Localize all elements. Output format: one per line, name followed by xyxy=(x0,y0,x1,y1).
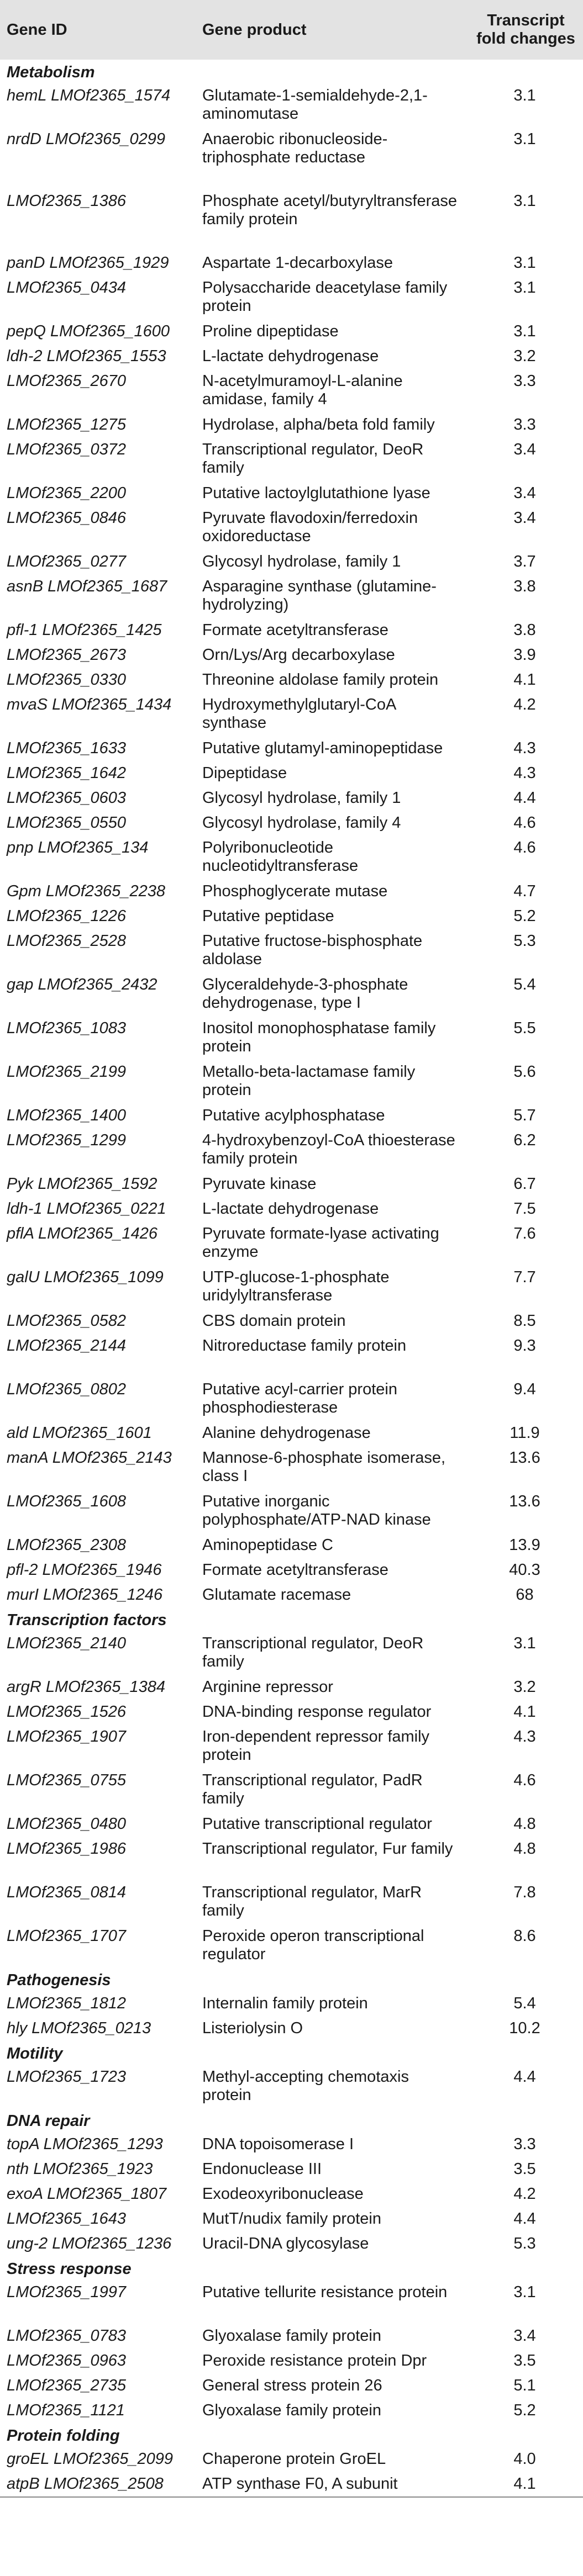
gene-product-cell: DNA topoisomerase I xyxy=(202,2135,354,2153)
gene-product-cell: Glycosyl hydrolase, family 1 xyxy=(202,553,401,570)
fold-change-cell: 8.6 xyxy=(513,1927,536,1945)
gene-id-cell: LMOf2365_1386 xyxy=(7,192,127,210)
fold-change-cell: 4.4 xyxy=(513,2068,536,2086)
section-title: Protein folding xyxy=(7,2427,120,2445)
gene-product-cell: Glyceraldehyde-3-phosphate dehydrogenase, type I xyxy=(202,976,408,1012)
table-row xyxy=(0,481,583,506)
fold-change-cell: 3.3 xyxy=(513,2135,536,2153)
fold-change-cell: 11.9 xyxy=(510,1424,540,1442)
section-title: Stress response xyxy=(7,2260,132,2278)
fold-change-cell: 3.4 xyxy=(513,2327,536,2345)
gene-product-cell: Putative fructose-bisphosphate aldolase xyxy=(202,932,423,968)
table-row xyxy=(0,692,583,736)
table-row xyxy=(0,972,583,1016)
gene-product-cell: Endonuclease III xyxy=(202,2160,322,2178)
gene-product-cell: Nitroreductase family protein xyxy=(202,1337,407,1355)
table-row xyxy=(0,1334,583,1377)
fold-change-cell: 4.0 xyxy=(513,2450,536,2468)
fold-change-cell: 13.9 xyxy=(509,1536,540,1554)
fold-change-cell: 9.4 xyxy=(513,1380,536,1398)
header-row xyxy=(0,0,583,60)
fold-change-cell: 3.1 xyxy=(513,279,536,297)
table-row xyxy=(0,2447,583,2472)
gene-product-cell: Uracil-DNA glycosylase xyxy=(202,2235,369,2252)
gene-id-cell: pnp LMOf2365_134 xyxy=(7,839,149,856)
gene-id-cell: panD LMOf2365_1929 xyxy=(7,254,169,272)
gene-id-cell: galU LMOf2365_1099 xyxy=(7,1268,164,1286)
table-row xyxy=(0,2231,583,2256)
table-row xyxy=(0,904,583,929)
gene-id-cell: LMOf2365_1986 xyxy=(7,1840,127,1858)
gene-product-cell: Polysaccharide deacetylase family protein xyxy=(202,279,448,315)
gene-product-cell: Glutamate racemase xyxy=(202,1586,351,1604)
table-row xyxy=(0,1172,583,1197)
gene-id-cell: LMOf2365_0582 xyxy=(7,1312,127,1330)
gene-id-cell: LMOf2365_0755 xyxy=(7,1771,127,1789)
gene-product-cell: Asparagine synthase (glutamine-hydrolyzing) xyxy=(202,578,437,613)
table-row xyxy=(0,437,583,481)
fold-change-cell: 7.6 xyxy=(513,1225,536,1242)
gene-id-cell: Gpm LMOf2365_2238 xyxy=(7,882,165,900)
table-row xyxy=(0,319,583,344)
fold-change-cell: 13.6 xyxy=(509,1449,540,1467)
gene-product-cell: Listeriolysin O xyxy=(202,2019,303,2037)
gene-id-cell: hemL LMOf2365_1574 xyxy=(7,87,171,104)
fold-change-cell: 3.1 xyxy=(513,322,536,340)
fold-change-cell: 4.1 xyxy=(513,1703,536,1721)
fold-change-cell: 13.6 xyxy=(509,1493,540,1510)
table-row xyxy=(0,786,583,811)
gene-product-cell: Putative acylphosphatase xyxy=(202,1107,385,1124)
table-row xyxy=(0,1812,583,1837)
gene-id-cell: LMOf2365_0330 xyxy=(7,671,127,689)
gene-id-cell: LMOf2365_0783 xyxy=(7,2327,127,2345)
gene-product-cell: DNA-binding response regulator xyxy=(202,1703,432,1721)
table-row xyxy=(0,643,583,668)
gene-id-cell: LMOf2365_1526 xyxy=(7,1703,127,1721)
fold-change-cell: 3.8 xyxy=(513,578,536,595)
header-gene-product: Gene product xyxy=(202,20,307,39)
gene-id-cell: LMOf2365_2735 xyxy=(7,2377,127,2394)
gene-product-cell: Internalin family protein xyxy=(202,1995,368,2012)
gene-id-cell: LMOf2365_2199 xyxy=(7,1063,127,1081)
table-row xyxy=(0,835,583,879)
gene-id-cell: exoA LMOf2365_1807 xyxy=(7,2185,167,2203)
section-row xyxy=(0,1607,583,1631)
gene-product-cell: Proline dipeptidase xyxy=(202,322,339,340)
fold-change-cell: 3.1 xyxy=(513,2283,536,2301)
fold-change-cell: 4.1 xyxy=(513,671,536,689)
table-row xyxy=(0,2373,583,2398)
gene-id-cell: pepQ LMOf2365_1600 xyxy=(7,322,170,340)
table-row xyxy=(0,344,583,369)
fold-change-cell: 4.6 xyxy=(513,839,536,856)
section-row xyxy=(0,2041,583,2065)
fold-change-cell: 6.7 xyxy=(513,1175,536,1193)
gene-id-cell: LMOf2365_2308 xyxy=(7,1536,127,1554)
table-row xyxy=(0,1991,583,2016)
table-row xyxy=(0,1675,583,1700)
header-fold-change: Transcript fold changes xyxy=(476,12,575,47)
table-body xyxy=(0,60,583,2497)
gene-id-cell: LMOf2365_2528 xyxy=(7,932,127,950)
fold-change-cell: 3.5 xyxy=(513,2160,536,2178)
gene-product-cell: Hydroxymethylglutaryl-CoA synthase xyxy=(202,696,396,732)
gene-id-cell: LMOf2365_1812 xyxy=(7,1995,127,2012)
gene-product-cell: Formate acetyltransferase xyxy=(202,621,388,639)
gene-product-cell: Inositol monophosphatase family protein xyxy=(202,1019,436,1055)
fold-change-cell: 5.4 xyxy=(513,1995,536,2012)
gene-product-cell: Methyl-accepting chemotaxis protein xyxy=(202,2068,409,2104)
gene-product-cell: Glutamate-1-semialdehyde-2,1-aminomutase xyxy=(202,87,428,123)
table-row xyxy=(0,618,583,643)
gene-product-cell: Putative inorganic polyphosphate/ATP-NAD kinase xyxy=(202,1493,431,1528)
fold-change-cell: 4.8 xyxy=(513,1840,536,1858)
fold-change-cell: 4.8 xyxy=(513,1815,536,1833)
gene-id-cell: argR LMOf2365_1384 xyxy=(7,1678,165,1696)
table-row xyxy=(0,2472,583,2497)
table-row xyxy=(0,2182,583,2207)
fold-change-cell: 4.3 xyxy=(513,739,536,757)
fold-change-cell: 5.5 xyxy=(513,1019,536,1037)
gene-product-cell: Transcriptional regulator, PadR family xyxy=(202,1771,423,1807)
table-header xyxy=(0,0,583,60)
fold-change-cell: 7.7 xyxy=(513,1268,536,1286)
fold-change-cell: 3.2 xyxy=(513,1678,536,1696)
section-title: Pathogenesis xyxy=(7,1971,111,1989)
gene-product-cell: Putative tellurite resistance protein xyxy=(202,2283,448,2301)
gene-id-cell: LMOf2365_1121 xyxy=(7,2402,125,2419)
gene-id-cell: LMOf2365_1299 xyxy=(7,1131,127,1149)
table-row xyxy=(0,369,583,412)
fold-change-cell: 5.7 xyxy=(513,1107,536,1124)
gene-id-cell: LMOf2365_1907 xyxy=(7,1728,127,1745)
table-row xyxy=(0,2348,583,2373)
gene-id-cell: LMOf2365_1400 xyxy=(7,1107,127,1124)
fold-change-cell: 5.2 xyxy=(513,2402,536,2419)
table-row xyxy=(0,1128,583,1172)
fold-change-cell: 4.3 xyxy=(513,764,536,782)
gene-id-cell: nrdD LMOf2365_0299 xyxy=(7,130,165,148)
table-row xyxy=(0,1631,583,1675)
gene-product-cell: Phosphoglycerate mutase xyxy=(202,882,388,900)
fold-change-cell: 3.4 xyxy=(513,484,536,502)
gene-product-cell: Putative transcriptional regulator xyxy=(202,1815,432,1833)
table-row xyxy=(0,1768,583,1812)
table-row xyxy=(0,83,583,127)
table-row xyxy=(0,549,583,574)
table-row xyxy=(0,276,583,319)
gene-id-cell: manA LMOf2365_2143 xyxy=(7,1449,172,1467)
fold-change-cell: 3.1 xyxy=(513,254,536,272)
fold-change-cell: 3.1 xyxy=(513,1635,536,1652)
fold-change-cell: 3.2 xyxy=(513,347,536,365)
table-row xyxy=(0,189,583,251)
gene-product-cell: General stress protein 26 xyxy=(202,2377,382,2394)
fold-change-cell: 4.4 xyxy=(513,2210,536,2228)
gene-id-cell: LMOf2365_0550 xyxy=(7,814,127,832)
gene-product-cell: MutT/nudix family protein xyxy=(202,2210,381,2228)
gene-product-cell: Anaerobic ribonucleoside-triphosphate reductase xyxy=(202,130,388,166)
gene-product-cell: Aminopeptidase C xyxy=(202,1536,333,1554)
table-row xyxy=(0,412,583,437)
gene-product-cell: Formate acetyltransferase xyxy=(202,1561,388,1579)
gene-id-cell: ung-2 LMOf2365_1236 xyxy=(7,2235,172,2252)
table-row xyxy=(0,1725,583,1768)
fold-change-cell: 5.6 xyxy=(513,1063,536,1081)
fold-change-cell: 4.3 xyxy=(513,1728,536,1745)
gene-product-cell: Dipeptidase xyxy=(202,764,287,782)
fold-change-cell: 10.2 xyxy=(509,2019,540,2037)
gene-product-cell: L-lactate dehydrogenase xyxy=(202,1200,379,1218)
gene-id-cell: gap LMOf2365_2432 xyxy=(7,976,157,993)
gene-product-cell: Alanine dehydrogenase xyxy=(202,1424,371,1442)
section-row xyxy=(0,1967,583,1991)
fold-change-cell: 6.2 xyxy=(513,1131,536,1149)
gene-product-cell: Peroxide resistance protein Dpr xyxy=(202,2352,427,2369)
gene-product-cell: Transcriptional regulator, DeoR family xyxy=(202,441,424,477)
gene-product-cell: Putative peptidase xyxy=(202,907,334,925)
fold-change-cell: 4.6 xyxy=(513,1771,536,1789)
table-row xyxy=(0,668,583,692)
gene-id-cell: asnB LMOf2365_1687 xyxy=(7,578,167,595)
gene-id-cell: LMOf2365_0846 xyxy=(7,509,127,527)
gene-id-cell: LMOf2365_1642 xyxy=(7,764,127,782)
gene-id-cell: murI LMOf2365_1246 xyxy=(7,1586,163,1604)
fold-change-cell: 68 xyxy=(516,1586,534,1604)
gene-id-cell: groEL LMOf2365_2099 xyxy=(7,2450,173,2468)
gene-product-cell: Pyruvate formate-lyase activating enzyme xyxy=(202,1225,439,1261)
fold-change-cell: 7.8 xyxy=(513,1884,536,1901)
table-row xyxy=(0,1197,583,1221)
table-row xyxy=(0,736,583,761)
fold-change-cell: 3.1 xyxy=(513,130,536,148)
fold-change-cell: 4.6 xyxy=(513,814,536,832)
gene-product-cell: Transcriptional regulator, DeoR family xyxy=(202,1635,424,1670)
fold-change-cell: 8.5 xyxy=(513,1312,536,1330)
gene-product-cell: Glycosyl hydrolase, family 1 xyxy=(202,789,401,807)
gene-product-cell: Polyribonucleotide nucleotidyltransferase xyxy=(202,839,359,875)
table-row xyxy=(0,761,583,786)
gene-product-cell: UTP-glucose-1-phosphate uridylyltransferase xyxy=(202,1268,390,1304)
gene-id-cell: LMOf2365_1226 xyxy=(7,907,127,925)
gene-id-cell: Pyk LMOf2365_1592 xyxy=(7,1175,157,1193)
fold-change-cell: 40.3 xyxy=(509,1561,540,1579)
section-row xyxy=(0,2423,583,2447)
gene-product-cell: ATP synthase F0, A subunit xyxy=(196,2472,466,2497)
table-row xyxy=(0,879,583,904)
fold-change-cell: 3.1 xyxy=(513,192,536,210)
table-row xyxy=(0,2157,583,2182)
section-title: Transcription factors xyxy=(7,1611,167,1629)
fold-change-cell: 3.5 xyxy=(513,2352,536,2369)
table-row xyxy=(0,1880,583,1924)
gene-product-cell: Chaperone protein GroEL xyxy=(202,2450,386,2468)
gene-id-cell: LMOf2365_2144 xyxy=(7,1337,127,1355)
gene-id-cell: LMOf2365_1997 xyxy=(7,2283,127,2301)
gene-id-cell: hly LMOf2365_0213 xyxy=(7,2019,151,2037)
gene-id-cell: LMOf2365_1608 xyxy=(7,1493,127,1510)
table-row xyxy=(0,2324,583,2348)
section-title: Metabolism xyxy=(7,64,95,81)
gene-id-cell: LMOf2365_2140 xyxy=(7,1635,127,1652)
gene-id-cell: LMOf2365_1083 xyxy=(7,1019,127,1037)
table-row xyxy=(0,506,583,549)
fold-change-cell: 5.1 xyxy=(513,2377,536,2394)
gene-id-cell: ald LMOf2365_1601 xyxy=(7,1424,152,1442)
section-row xyxy=(0,60,583,83)
gene-id-cell: LMOf2365_0372 xyxy=(7,441,127,458)
gene-product-cell: CBS domain protein xyxy=(202,1312,346,1330)
table-row xyxy=(0,1558,583,1583)
gene-id-cell: pfl-1 LMOf2365_1425 xyxy=(7,621,162,639)
fold-change-cell: 3.9 xyxy=(513,646,536,664)
gene-id-cell: LMOf2365_1275 xyxy=(7,416,127,433)
fold-change-cell: 4.4 xyxy=(513,789,536,807)
fold-change-cell: 3.3 xyxy=(513,372,536,390)
fold-change-cell: 3.4 xyxy=(513,509,536,527)
table-row xyxy=(0,1421,583,1446)
gene-product-cell: Peroxide operon transcriptional regulator xyxy=(202,1927,424,1963)
fold-change-cell: 4.2 xyxy=(513,696,536,713)
gene-product-cell: Glycosyl hydrolase, family 4 xyxy=(202,814,401,832)
gene-product-cell: Iron-dependent repressor family protein xyxy=(202,1728,430,1764)
gene-product-cell: Transcriptional regulator, Fur family xyxy=(202,1840,453,1858)
table-row xyxy=(0,1221,583,1265)
table-row xyxy=(0,1533,583,1558)
table-row xyxy=(0,2065,583,2108)
section-row xyxy=(0,2108,583,2132)
gene-id-cell: ldh-2 LMOf2365_1553 xyxy=(7,347,166,365)
gene-id-cell: LMOf2365_0963 xyxy=(7,2352,127,2369)
table-row xyxy=(0,1583,583,1607)
table-row xyxy=(0,1016,583,1060)
gene-product-cell: Putative acyl-carrier protein phosphodiesterase xyxy=(202,1380,397,1416)
gene-product-cell: Aspartate 1-decarboxylase xyxy=(202,254,393,272)
table-row xyxy=(0,2398,583,2423)
table-row xyxy=(0,1446,583,1489)
fold-change-cell: 3.8 xyxy=(513,621,536,639)
fold-change-cell: 4.2 xyxy=(513,2185,536,2203)
fold-change-cell: 5.3 xyxy=(513,2235,536,2252)
gene-product-cell: Mannose-6-phosphate isomerase, class I xyxy=(202,1449,446,1485)
header-gene-id: Gene ID xyxy=(7,20,67,39)
table-row xyxy=(0,1103,583,1128)
gene-product-cell: Glyoxalase family protein xyxy=(202,2327,381,2345)
section-title: Motility xyxy=(7,2045,63,2062)
gene-id-cell: LMOf2365_0434 xyxy=(7,279,127,297)
gene-product-cell: Metallo-beta-lactamase family protein xyxy=(202,1063,416,1099)
gene-id-cell: LMOf2365_2200 xyxy=(7,484,127,502)
gene-product-cell: Orn/Lys/Arg decarboxylase xyxy=(202,646,395,664)
gene-id-cell: topA LMOf2365_1293 xyxy=(7,2135,163,2153)
gene-id-cell: LMOf2365_2673 xyxy=(7,646,127,664)
gene-product-cell: N-acetylmuramoyl-L-alanine amidase, family 4 xyxy=(202,372,403,408)
gene-id-cell: atpB LMOf2365_2508 xyxy=(0,2472,196,2497)
gene-id-cell: LMOf2365_1707 xyxy=(7,1927,127,1945)
gene-id-cell: LMOf2365_0802 xyxy=(7,1380,127,1398)
gene-id-cell: ldh-1 LMOf2365_0221 xyxy=(7,1200,166,1218)
gene-product-cell: Exodeoxyribonuclease xyxy=(202,2185,364,2203)
table-row xyxy=(0,929,583,972)
gene-id-cell: LMOf2365_1723 xyxy=(7,2068,127,2086)
gene-product-cell: Transcriptional regulator, MarR family xyxy=(202,1884,422,1919)
table-row xyxy=(0,1924,583,1967)
gene-id-cell: LMOf2365_0603 xyxy=(7,789,127,807)
gene-id-cell: pfl-2 LMOf2365_1946 xyxy=(7,1561,162,1579)
table-row xyxy=(0,1489,583,1533)
table-row xyxy=(0,127,583,189)
fold-change-cell: 4.1 xyxy=(466,2472,583,2497)
table-row xyxy=(0,1377,583,1421)
table-row xyxy=(0,2016,583,2041)
table-row xyxy=(0,1837,583,1880)
fold-change-cell: 5.3 xyxy=(513,932,536,950)
gene-id-cell: LMOf2365_1643 xyxy=(7,2210,127,2228)
gene-product-cell: Phosphate acetyl/butyryltransferase family protein xyxy=(202,192,458,228)
fold-change-cell: 5.4 xyxy=(513,976,536,993)
table-row xyxy=(0,1700,583,1725)
gene-id-cell: LMOf2365_0814 xyxy=(7,1884,127,1901)
table-row xyxy=(0,251,583,276)
gene-product-cell: Glyoxalase family protein xyxy=(202,2402,381,2419)
table-row xyxy=(0,2132,583,2157)
table-row xyxy=(0,574,583,618)
gene-id-cell: nth LMOf2365_1923 xyxy=(7,2160,153,2178)
table-row xyxy=(0,811,583,835)
gene-product-cell: Threonine aldolase family protein xyxy=(202,671,439,689)
fold-change-cell: 3.1 xyxy=(513,87,536,104)
gene-product-cell: Arginine repressor xyxy=(202,1678,333,1696)
gene-id-cell: mvaS LMOf2365_1434 xyxy=(7,696,172,713)
table-row xyxy=(0,2280,583,2324)
gene-product-cell: Putative glutamyl-aminopeptidase xyxy=(202,739,443,757)
gene-id-cell: pflA LMOf2365_1426 xyxy=(7,1225,158,1242)
gene-id-cell: LMOf2365_1633 xyxy=(7,739,127,757)
gene-product-cell: Hydrolase, alpha/beta fold family xyxy=(202,416,435,433)
table-row xyxy=(0,2207,583,2231)
fold-change-cell: 5.2 xyxy=(513,907,536,925)
gene-product-cell: Putative lactoylglutathione lyase xyxy=(202,484,430,502)
table-row xyxy=(0,1265,583,1309)
fold-change-cell: 3.7 xyxy=(513,553,536,570)
gene-id-cell: LMOf2365_0480 xyxy=(7,1815,127,1833)
fold-change-cell: 7.5 xyxy=(513,1200,536,1218)
gene-product-cell: Pyruvate kinase xyxy=(202,1175,317,1193)
gene-product-cell: Pyruvate flavodoxin/ferredoxin oxidoreductase xyxy=(202,509,418,545)
gene-product-cell: 4-hydroxybenzoyl-CoA thioesterase family protein xyxy=(202,1131,455,1167)
table-row xyxy=(0,1060,583,1103)
gene-id-cell: LMOf2365_2670 xyxy=(7,372,127,390)
fold-change-cell: 9.3 xyxy=(513,1337,536,1355)
section-title: DNA repair xyxy=(7,2112,90,2130)
fold-change-cell: 4.7 xyxy=(513,882,536,900)
gene-id-cell: LMOf2365_0277 xyxy=(7,553,127,570)
fold-change-cell: 3.3 xyxy=(513,416,536,433)
section-row xyxy=(0,2256,583,2280)
table-row xyxy=(0,1309,583,1334)
gene-product-cell: L-lactate dehydrogenase xyxy=(202,347,379,365)
fold-change-cell: 3.4 xyxy=(513,441,536,458)
